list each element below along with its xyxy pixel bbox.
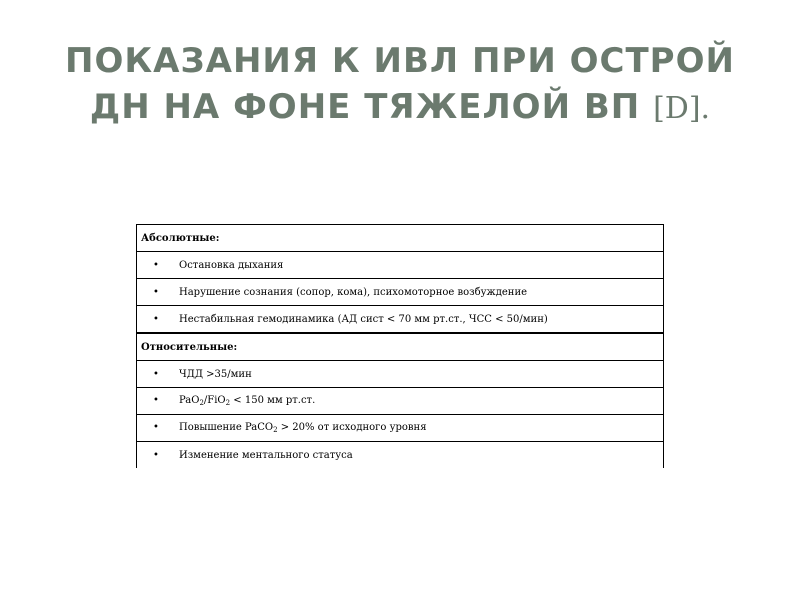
item-text (179, 422, 427, 433)
table-row (137, 361, 664, 388)
item-text: ЧДД >35/мин (179, 368, 252, 380)
bullet-icon: • (153, 368, 159, 380)
item-text: Остановка дыхания (179, 259, 284, 271)
bullet-icon: • (153, 286, 159, 298)
list-item (137, 361, 664, 388)
title-reference: [D]. (653, 91, 711, 126)
title-line-2-text: ДН НА ФОНЕ ТЯЖЕЛОЙ ВП (89, 87, 641, 127)
list-item (137, 388, 664, 415)
relative-header: Относительные: (137, 333, 664, 361)
subscript: 2 (199, 399, 204, 407)
subscript: 2 (225, 399, 231, 407)
bullet-icon: • (153, 259, 159, 271)
item-text: Изменение ментального статуса (179, 449, 353, 461)
subscript: 2 (273, 426, 278, 434)
table-row (137, 442, 664, 469)
paco2-label: Повышение PaCO (179, 422, 274, 433)
absolute-header: Абсолютные: (137, 225, 664, 252)
bullet-icon: • (153, 313, 159, 325)
list-item (137, 442, 664, 469)
item-text: Нарушение сознания (сопор, кома), психомоторное возбуждение (179, 286, 528, 298)
table-row (137, 306, 664, 334)
page-title (0, 38, 800, 132)
table-row-absolute-header (137, 225, 664, 252)
list-item (137, 279, 664, 306)
item-text (179, 395, 315, 406)
item-text: Нестабильная гемодинамика (АД сист < 70 мм рт.ст., ЧСС < 50/мин) (179, 313, 548, 325)
title-line-1: ПОКАЗАНИЯ К ИВЛ ПРИ ОСТРОЙ (65, 41, 735, 81)
table-row (137, 252, 664, 279)
bullet-icon: • (153, 395, 159, 406)
table-row (137, 388, 664, 415)
fio2-label: /FiO (203, 395, 226, 406)
bullet-icon: • (153, 422, 159, 433)
paco2-threshold: > 20% от исходного уровня (277, 422, 427, 433)
table-row (137, 415, 664, 442)
list-item (137, 415, 664, 442)
table-row (137, 279, 664, 306)
bullet-icon: • (153, 449, 159, 461)
title-line-2 (0, 84, 800, 132)
list-item (137, 252, 664, 279)
table-row-relative-header (137, 333, 664, 361)
indications-table (136, 224, 664, 468)
pf-threshold: < 150 мм рт.ст. (230, 395, 316, 406)
list-item (137, 306, 664, 334)
pao2-label: PaO (179, 395, 200, 406)
